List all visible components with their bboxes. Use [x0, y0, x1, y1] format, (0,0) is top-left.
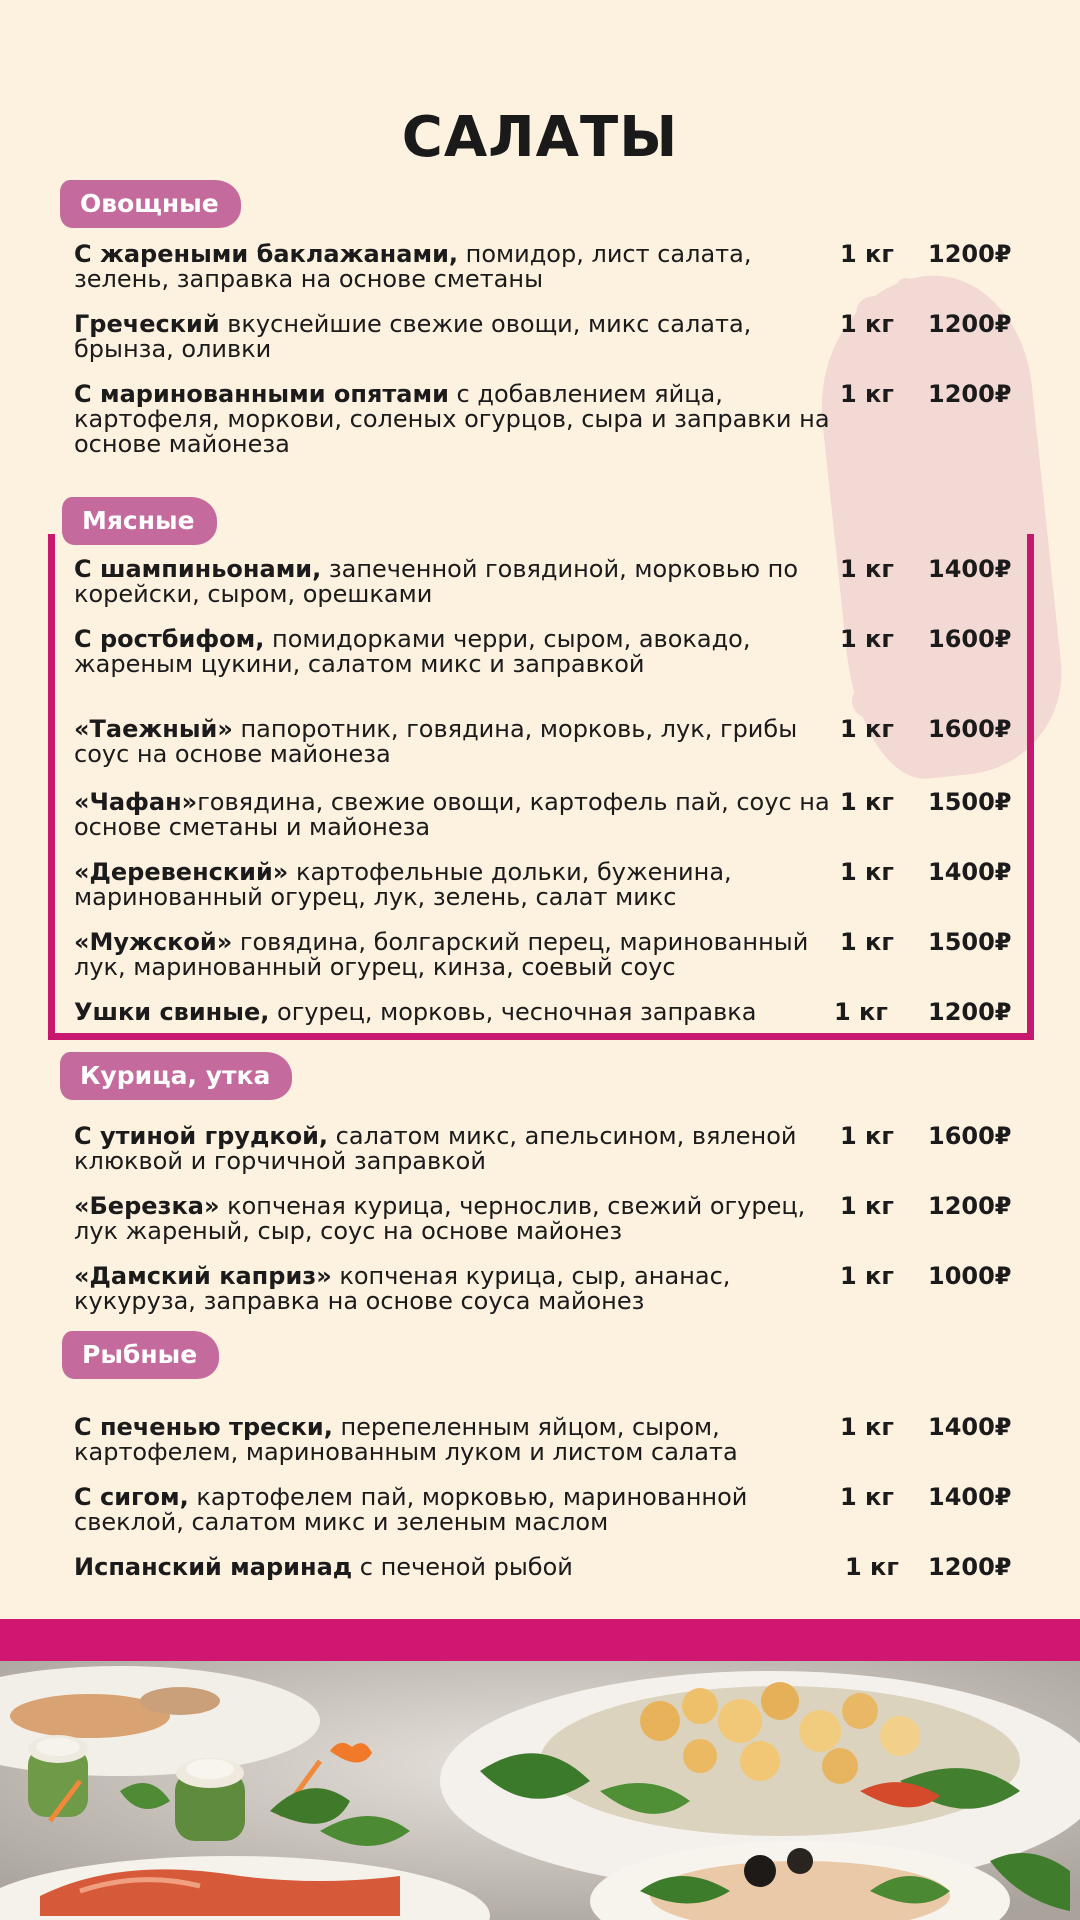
item-description: вкуснейшие свежие овощи, микс салата, брынза, оливки: [74, 310, 752, 363]
item-description: говядина, болгарский перец, маринованный лук, маринованный огурец, кинза, соевый соус: [74, 928, 809, 981]
item-price: 1200₽: [928, 380, 1012, 408]
menu-item: [74, 1415, 1074, 1465]
category-badge-poultry: Курица, утка: [60, 1052, 292, 1100]
item-weight: 1 кг: [840, 1413, 894, 1441]
item-weight: 1 кг: [840, 1262, 894, 1290]
item-name: С печенью трески,: [74, 1413, 333, 1441]
item-name: Греческий: [74, 310, 220, 338]
menu-item: [74, 1264, 1074, 1314]
item-weight: 1 кг: [840, 1122, 894, 1150]
item-price: 1400₽: [928, 1483, 1012, 1511]
menu-item: [74, 717, 1074, 767]
item-name: «Деревенский»: [74, 858, 289, 886]
item-name: Ушки свиные,: [74, 998, 270, 1026]
footer-band: [0, 1619, 1080, 1661]
menu-item: [74, 312, 1074, 362]
item-description: запеченной говядиной, морковью по корейски, сыром, орешками: [74, 555, 799, 608]
item-description: с добавлением яйца, картофеля, моркови, соленых огурцов, сыра и заправки на основе майонеза: [74, 380, 830, 458]
item-name: С ростбифом,: [74, 625, 265, 653]
item-price: 1400₽: [928, 555, 1012, 583]
menu-item: [74, 627, 1074, 677]
food-photo: [0, 1661, 1080, 1920]
item-price: 1200₽: [928, 998, 1012, 1026]
food-photo-illustration: [0, 1661, 1080, 1920]
item-weight: 1 кг: [840, 625, 894, 653]
item-weight: 1 кг: [845, 1553, 899, 1581]
item-price: 1200₽: [928, 1192, 1012, 1220]
menu-item: [74, 382, 1074, 457]
item-price: 1400₽: [928, 1413, 1012, 1441]
item-name: С жареными баклажанами,: [74, 240, 458, 268]
menu-item: [74, 1485, 1074, 1535]
menu-item: [74, 790, 1074, 840]
item-description: копченая курица, сыр, ананас, кукуруза, заправка на основе соуса майонез: [74, 1262, 731, 1315]
page-title: САЛАТЫ: [401, 105, 679, 170]
menu-item: [74, 1000, 1074, 1025]
item-description: помидор, лист салата, зелень, заправка на основе сметаны: [74, 240, 752, 293]
item-weight: 1 кг: [840, 1192, 894, 1220]
item-description: с печеной рыбой: [352, 1553, 573, 1581]
item-price: 1600₽: [928, 1122, 1012, 1150]
menu-item: [74, 557, 1074, 607]
item-description: салатом микс, апельсином, вяленой клюквой и горчичной заправкой: [74, 1122, 797, 1175]
item-weight: 1 кг: [840, 240, 894, 268]
item-weight: 1 кг: [840, 380, 894, 408]
item-description: картофельные дольки, буженина, маринованный огурец, лук, зелень, салат микс: [74, 858, 732, 911]
item-name: «Березка»: [74, 1192, 220, 1220]
item-price: 1600₽: [928, 625, 1012, 653]
item-weight: 1 кг: [834, 998, 888, 1026]
menu-item: [74, 1194, 1074, 1244]
item-price: 1200₽: [928, 1553, 1012, 1581]
item-description: картофелем пай, морковью, маринованной свеклой, салатом микс и зеленым маслом: [74, 1483, 748, 1536]
item-name: «Мужской»: [74, 928, 233, 956]
item-description: говядина, свежие овощи, картофель пай, соус на основе сметаны и майонеза: [74, 788, 830, 841]
item-description: копченая курица, чернослив, свежий огурец, лук жареный, сыр, соус на основе майонез: [74, 1192, 806, 1245]
item-price: 1500₽: [928, 788, 1012, 816]
item-weight: 1 кг: [840, 310, 894, 338]
item-price: 1500₽: [928, 928, 1012, 956]
item-price: 1400₽: [928, 858, 1012, 886]
item-name: С сигом,: [74, 1483, 189, 1511]
item-weight: 1 кг: [840, 715, 894, 743]
category-badge-meat: Мясные: [62, 497, 217, 545]
item-weight: 1 кг: [840, 555, 894, 583]
item-price: 1200₽: [928, 240, 1012, 268]
category-badge-fish: Рыбные: [62, 1331, 219, 1379]
item-name: «Чафан»: [74, 788, 198, 816]
item-price: 1600₽: [928, 715, 1012, 743]
menu-item: [74, 242, 1074, 292]
menu-item: [74, 1124, 1074, 1174]
category-badge-vegetable: Овощные: [60, 180, 241, 228]
item-price: 1000₽: [928, 1262, 1012, 1290]
item-description: перепеленным яйцом, сыром, картофелем, маринованным луком и листом салата: [74, 1413, 738, 1466]
item-weight: 1 кг: [840, 858, 894, 886]
item-weight: 1 кг: [840, 1483, 894, 1511]
item-weight: 1 кг: [840, 928, 894, 956]
item-name: «Таежный»: [74, 715, 233, 743]
item-name: С утиной грудкой,: [74, 1122, 329, 1150]
item-name: Испанский маринад: [74, 1553, 353, 1581]
item-price: 1200₽: [928, 310, 1012, 338]
item-name: С шампиньонами,: [74, 555, 322, 583]
menu-item: [74, 1555, 1074, 1580]
item-name: «Дамский каприз»: [74, 1262, 332, 1290]
menu-item: [74, 930, 1074, 980]
item-description: огурец, морковь, чесночная заправка: [269, 998, 757, 1026]
item-description: помидорками черри, сыром, авокадо, жареным цукини, салатом микс и заправкой: [74, 625, 751, 678]
item-weight: 1 кг: [840, 788, 894, 816]
item-description: папоротник, говядина, морковь, лук, грибы соус на основе майонеза: [74, 715, 798, 768]
menu-item: [74, 860, 1074, 910]
item-name: С маринованными опятами: [74, 380, 449, 408]
